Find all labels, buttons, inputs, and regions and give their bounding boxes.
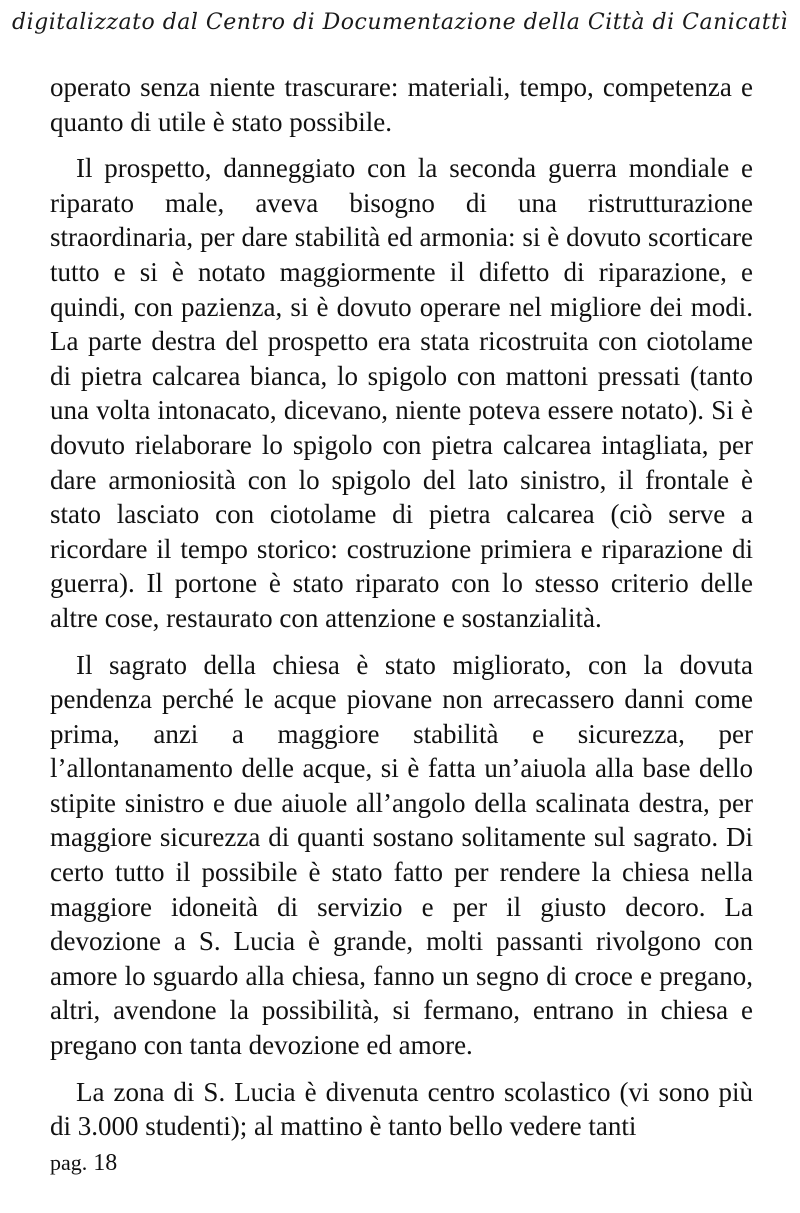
page-footer [50,1150,117,1177]
digitization-watermark-header: digitalizzato dal Centro di Documentazione della Città di Canicattì [12,10,788,35]
paragraph-continuation: operato senza niente trascurare: materiali, tempo, competenza e quanto di utile è stato possibile. [50,72,753,137]
page-number: 18 [93,1150,118,1176]
paragraph-zona: La zona di S. Lucia è divenuta centro scolastico (vi sono più di 3.000 studenti); al mattino è tanto bello vedere tanti [50,1076,753,1142]
paragraph-prospetto: Il prospetto, danneggiato con la seconda guerra mondiale e riparato male, aveva bisogno di una ristrutturazione straordinaria, per dare stabilità ed armonia: si è dovuto scorticare tutto e si è notato maggiormente il difetto di riparazione, e quindi, con pazienza, si è dovuto operare nel migliore dei modi. La parte destra del prospetto era stata ricostruita con ciotolame di pietra calcarea bianca, lo spigolo con mattoni pressati (tanto una volta intonacato, dicevano, niente poteva essere notato). Si è dovuto rielaborare lo spigolo con pietra calcarea intagliata, per dare armoniosità con lo spigolo del lato sinistro, il frontale è stato lasciato con ciotolame di pietra calcarea (ciò serve a ricordare il tempo storico: costruzione primiera e riparazione di guerra). Il portone è stato riparato con lo stesso criterio delle altre cose, restaurato con attenzione e sostanzialità. [50,153,753,633]
page-body [50,70,753,1156]
page-label: pag. [50,1150,88,1175]
paragraph-sagrato: Il sagrato della chiesa è stato migliorato, con la dovuta pendenza perché le acque piovane non arrecassero danni come prima, anzi a maggiore stabilità e sicurezza, per l’allontanamento delle acque, si è fatta un’aiuola alla base dello stipite sinistro e due aiuole all’angolo della scalinata destra, per maggiore sicurezza di quanti sostano solitamente sul sagrato. Di certo tutto il possibile è stato fatto per rendere la chiesa nella maggiore idoneità di servizio e per il giusto decoro. La devozione a S. Lucia è grande, molti passanti rivolgono con amore lo sguardo alla chiesa, fanno un segno di croce e pregano, altri, avendone la possibilità, si fermano, entrano in chiesa e pregano con tanta devozione ed amore. [50,649,753,1061]
